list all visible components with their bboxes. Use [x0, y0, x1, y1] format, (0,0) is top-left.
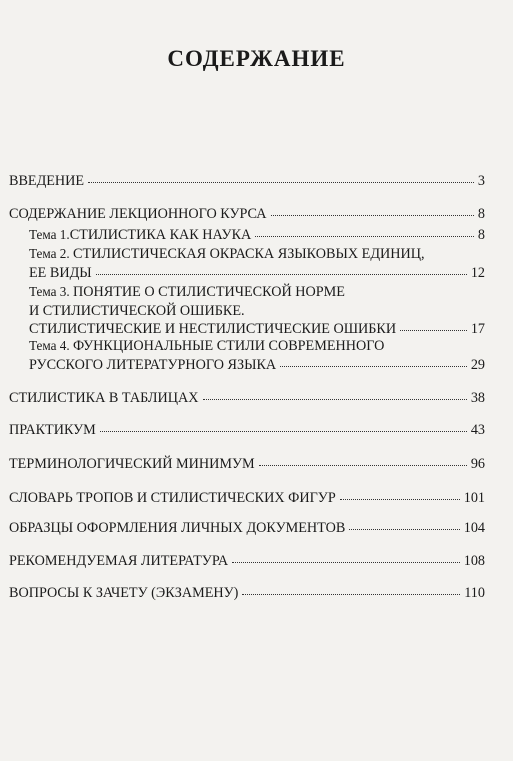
dot-leader	[242, 593, 460, 595]
toc-entry-title: ФУНКЦИОНАЛЬНЫЕ СТИЛИ СОВРЕМЕННОГО	[73, 338, 385, 354]
toc-page-number: 12	[470, 264, 485, 281]
toc-topic-entry	[29, 337, 485, 374]
toc-section-entry	[9, 421, 485, 440]
toc-page-number: 8	[477, 227, 485, 243]
page-title: СОДЕРЖАНИЕ	[167, 46, 346, 71]
toc-entry-title: СТИЛИСТИЧЕСКИЕ И НЕСТИЛИСТИЧЕСКИЕ ОШИБКИ	[29, 321, 397, 337]
dot-leader	[259, 464, 467, 466]
toc-entry-title: ПРАКТИКУМ	[9, 422, 96, 438]
toc-entry-title: СТИЛИСТИКА В ТАБЛИЦАХ	[9, 390, 199, 406]
toc-entry-title: РЕКОМЕНДУЕМАЯ ЛИТЕРАТУРА	[9, 553, 229, 569]
dot-leader	[88, 181, 474, 183]
toc-entry-title: РУССКОГО ЛИТЕРАТУРНОГО ЯЗЫКА	[29, 356, 277, 373]
dot-leader	[340, 498, 460, 500]
toc-page-number: 38	[470, 390, 485, 406]
toc-topic-entry	[29, 283, 485, 339]
toc-entry-title: СЛОВАРЬ ТРОПОВ И СТИЛИСТИЧЕСКИХ ФИГУР	[9, 490, 336, 506]
toc-entry-title: СОДЕРЖАНИЕ ЛЕКЦИОННОГО КУРСА	[9, 206, 267, 222]
toc-entry-title: И СТИЛИСТИЧЕСКОЙ ОШИБКЕ.	[29, 302, 245, 319]
toc-entry-title: ПОНЯТИЕ О СТИЛИСТИЧЕСКОЙ НОРМЕ	[73, 284, 345, 300]
dot-leader	[255, 235, 474, 237]
toc-section-entry	[9, 552, 485, 571]
toc-section-entry	[9, 489, 485, 508]
toc-entry-title: ТЕРМИНОЛОГИЧЕСКИЙ МИНИМУМ	[9, 456, 255, 472]
toc-page-number: 96	[470, 456, 485, 472]
toc-entry-title: ЕЕ ВИДЫ	[29, 264, 92, 281]
toc-page-number: 43	[470, 422, 485, 438]
toc-page-number: 17	[470, 321, 485, 337]
toc-page-number: 108	[463, 553, 485, 569]
toc-section-entry	[9, 455, 485, 474]
dot-leader	[280, 365, 467, 367]
toc-topic-prefix: Тема 3.	[29, 284, 73, 299]
dot-leader	[271, 214, 474, 216]
toc-section-entry	[9, 205, 485, 224]
dot-leader	[100, 430, 467, 432]
toc-section-entry	[9, 172, 485, 191]
toc-section-entry	[9, 519, 485, 538]
toc-entry-title: ВОПРОСЫ К ЗАЧЕТУ (ЭКЗАМЕНУ)	[9, 585, 239, 601]
toc-topic-prefix: Тема 2.	[29, 246, 73, 261]
toc-section-entry	[9, 389, 485, 408]
dot-leader	[232, 561, 460, 563]
toc-page-number: 8	[477, 206, 485, 222]
toc-page-number: 101	[463, 490, 485, 506]
toc-page-number: 110	[464, 585, 485, 601]
dot-leader	[400, 329, 467, 331]
toc-entry-title: СТИЛИСТИКА КАК НАУКА	[69, 227, 252, 243]
toc-entry-title: ОБРАЗЦЫ ОФОРМЛЕНИЯ ЛИЧНЫХ ДОКУМЕНТОВ	[9, 520, 346, 536]
toc-entry-title: СТИЛИСТИЧЕСКАЯ ОКРАСКА ЯЗЫКОВЫХ ЕДИНИЦ,	[73, 246, 425, 262]
dot-leader	[349, 528, 459, 530]
toc-page-number: 104	[463, 520, 485, 536]
toc-section-entry	[9, 584, 485, 603]
dot-leader	[203, 398, 467, 400]
toc-topic-prefix: Тема 1.	[29, 227, 70, 242]
dot-leader	[96, 273, 467, 275]
toc-topic-entry	[29, 245, 485, 282]
toc-topic-prefix: Тема 4.	[29, 338, 73, 353]
toc-page-number: 29	[470, 356, 485, 373]
toc-entry-title: ВВЕДЕНИЕ	[9, 173, 85, 189]
toc-page-number: 3	[477, 173, 485, 189]
toc-topic-entry	[29, 226, 485, 245]
